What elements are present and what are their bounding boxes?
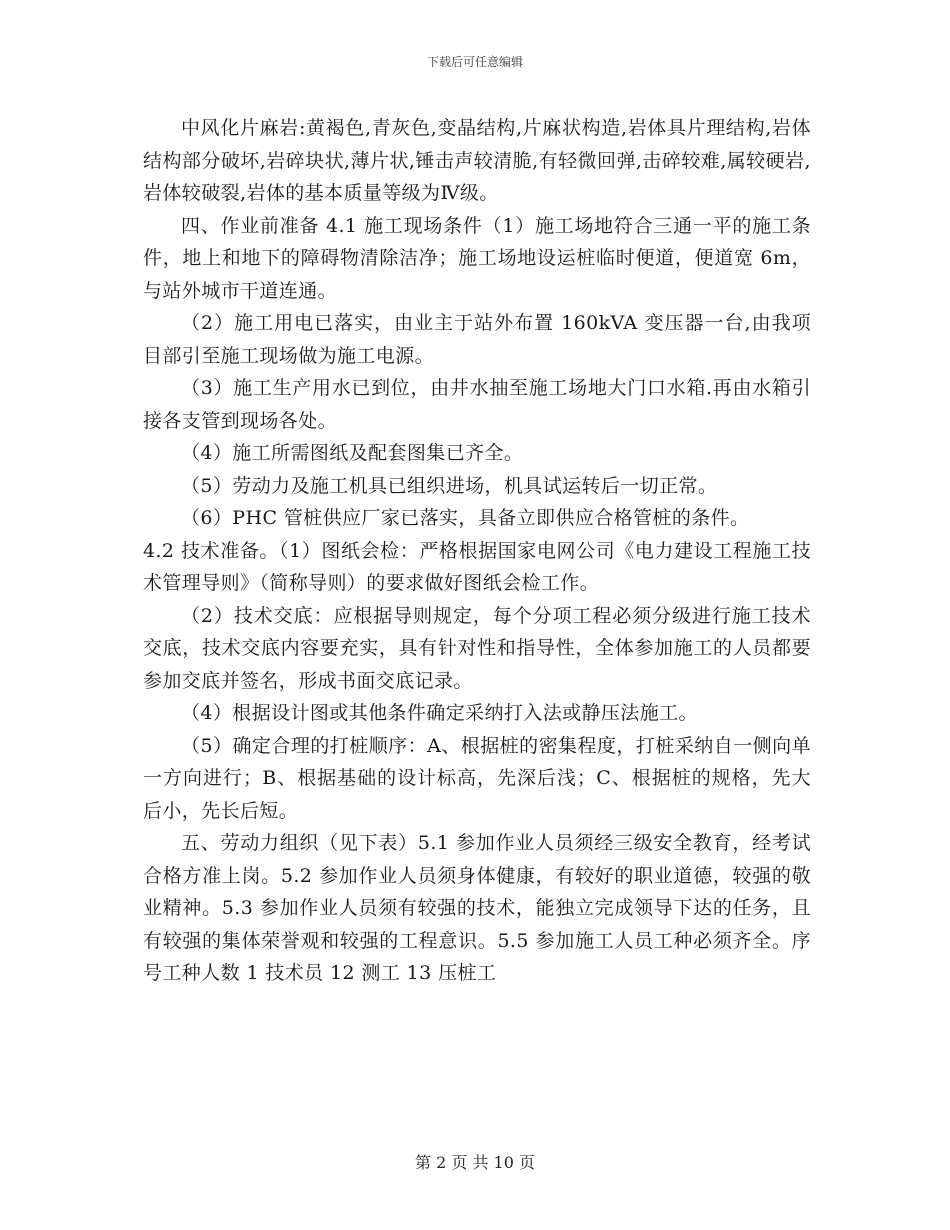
paragraph-power-supply: （2）施工用电已落实，由业主于站外布置 160kVA 变压器一台,由我项目部引至施工现场做为施工电源。 <box>143 312 811 367</box>
page-header-note: 下载后可任意编辑 <box>426 55 523 69</box>
page-number-footer: 第 2 页 共 10 页 <box>415 1153 535 1172</box>
paragraph-pile-method: （4）根据设计图或其他条件确定采纳打入法或静压法施工。 <box>181 702 698 724</box>
paragraph-drawings-ready: （4）施工所需图纸及配套图集已齐全。 <box>181 442 524 464</box>
paragraph-site-conditions: 四、作业前准备 4.1 施工现场条件（1）施工场地符合三通一平的施工条件，地上和地下的障碍物清除洁净；施工场地设运桩临时便道，便道宽 6m，与站外城市干道连通。 <box>143 214 811 302</box>
document-body <box>143 112 811 990</box>
paragraph-water-supply: （3）施工生产用水已到位，由井水抽至施工场地大门口水箱.再由水箱引接各支管到现场各处。 <box>143 377 811 432</box>
paragraph-labor-machinery: （5）劳动力及施工机具已组织进场，机具试运转后一切正常。 <box>181 474 718 497</box>
paragraph-rock-description: 中风化片麻岩:黄褐色,青灰色,变晶结构,片麻状构造,岩体具片理结构,岩体结构部分破坏,岩碎块状,薄片状,锤击声较清脆,有轻微回弹,击碎较难,属较硬岩,岩体较破裂,岩体的基本质量等级为Ⅳ级。 <box>143 117 811 204</box>
paragraph-labor-organization: 五、劳动力组织（见下表）5.1 参加作业人员须经三级安全教育，经考试合格方准上岗。5.2 参加作业人员须身体健康，有较好的职业道德，较强的敬业精神。5.3 参加作业人员须有较强的技术，能独立完成领导下达的任务，且有较强的集体荣誉观和较强的工程意识。5.5 参加施工人员工种必须齐全。序号工种人数 1 技术员 12 测工 13 压桩工 <box>143 832 811 984</box>
paragraph-technical-preparation: 4.2 技术准备。（1）图纸会检：严格根据国家电网公司《电力建设工程施工技术管理导则》（简称导则）的要求做好图纸会检工作。 <box>143 539 811 594</box>
paragraph-technical-briefing: （2）技术交底：应根据导则规定，每个分项工程必须分级进行施工技术交底，技术交底内容要充实，具有针对性和指导性，全体参加施工的人员都要参加交底并签名，形成书面交底记录。 <box>143 604 811 692</box>
paragraph-piling-sequence: （5）确定合理的打桩顺序：A、根据桩的密集程度，打桩采纳自一侧向单一方向进行；B、根据基础的设计标高，先深后浅；C、根据桩的规格，先大后小，先长后短。 <box>143 734 811 822</box>
paragraph-phc-supply: （6）PHC 管桩供应厂家已落实，具备立即供应合格管桩的条件。 <box>181 507 750 529</box>
